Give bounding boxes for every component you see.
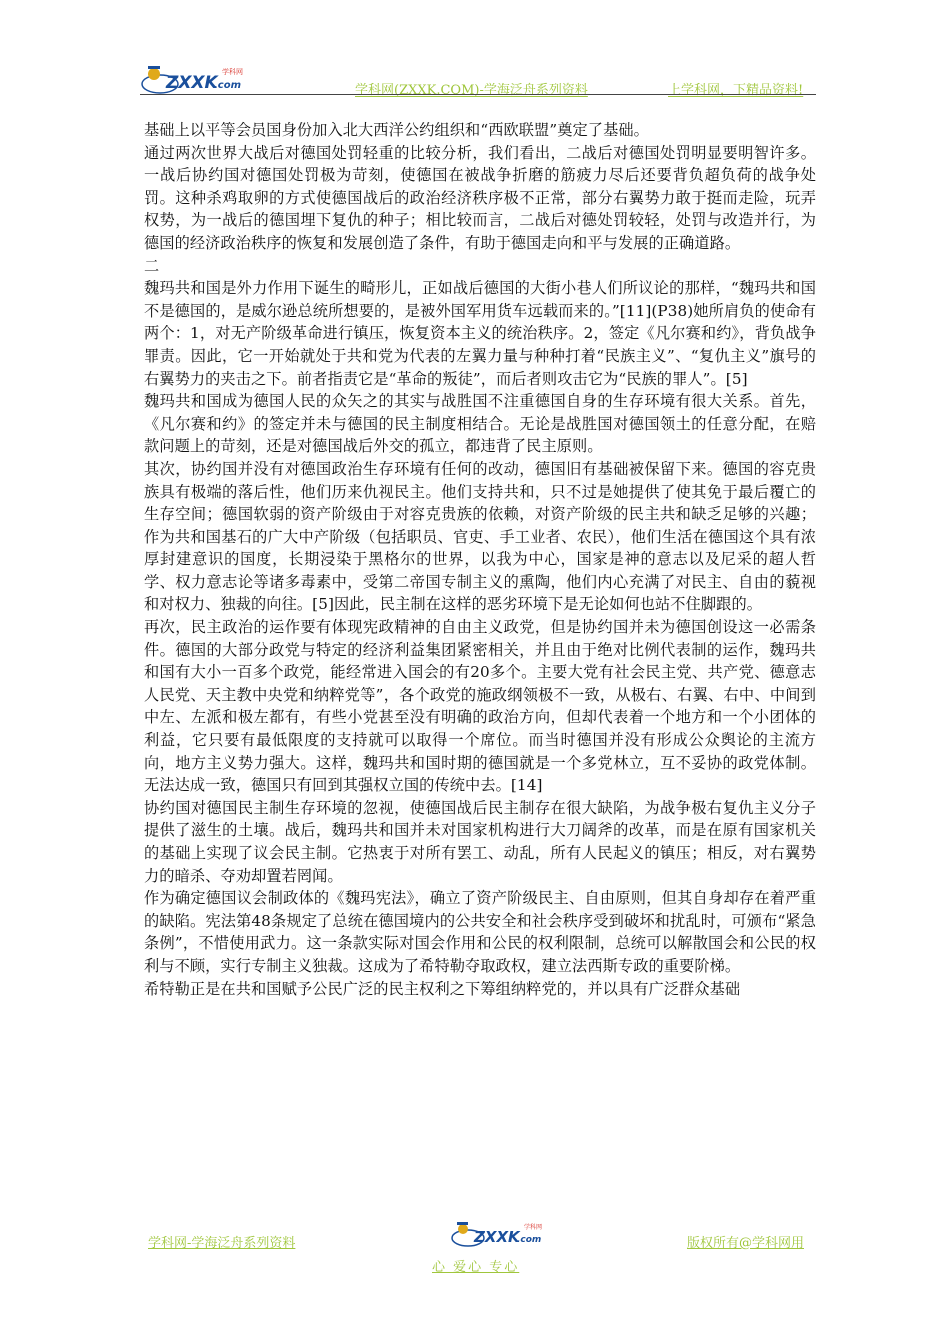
paragraph: 协约国对德国民主制生存环境的忽视，使德国战后民主制存在很大缺陷，为战争极右复仇主义分子提供了滋生的土壤。战后，魏玛共和国并未对国家机构进行大刀阔斧的改革，而是在原有国家机关的基础上实现了议会民主制。它热衷于对所有罢工、动乱，所有人民起义的镇压；相反，对右翼势力的暗杀、夺劝却置若罔闻。 xyxy=(144,798,816,885)
zxxk-logo-graphic xyxy=(140,62,250,96)
footer-logo-suffix: .com xyxy=(517,1235,542,1245)
footer-copyright-link[interactable]: 版权所有@学科网用 xyxy=(686,1236,804,1251)
page-header xyxy=(140,62,816,96)
section-heading: 二 xyxy=(144,256,160,275)
page-footer xyxy=(140,1218,816,1278)
logo-text: ZXXK xyxy=(166,73,218,93)
footer-logo-small: 学科网 xyxy=(524,1224,543,1231)
zxxk-logo[interactable] xyxy=(140,62,250,96)
paragraph: 基础上以平等会员国身份加入北大西洋公约组织和“西欧联盟”奠定了基础。 xyxy=(144,121,649,139)
footer-logo-graphic xyxy=(450,1218,550,1248)
paragraph: 通过两次世界大战后对德国处罚轻重的比较分析，我们看出，二战后对德国处罚明显要明智许多。一战后协约国对德国处罚极为苛刻，使德国在被战争折磨的筋疲力尽后还要背负超负荷的战争处罚。这种杀鸡取卵的方式使德国战后的政治经济秩序极不正常，部分右翼势力敢于挺而走险，玩弄权势，为一战后的德国埋下复仇的种子；相比较而言，二战后对德处罚较轻，处罚与改造并行，为德国的经济政治秩序的恢复和发展创造了条件，有助于德国走向和平与发展的正确道路。 xyxy=(144,143,816,252)
header-divider xyxy=(140,94,816,95)
paragraph: 再次，民主政治的运作要有体现宪政精神的自由主义政党，但是协约国并未为德国创设这一必需条件。德国的大部分政党与特定的经济利益集团紧密相关，并且由于绝对比例代表制的运作，魏玛共和国有大小一百多个政党，能经常进入国会的有20多个。主要大党有社会民主党、共产党、德意志人民党、天主教中央党和纳粹党等”，各个政党的施政纲领极不一致，从极右、右翼、右中、中间到中左、左派和极左都有，有些小党甚至没有明确的政治方向，但却代表着一个地方和一个小团体的利益，它只要有最低限度的支持就可以取得一个席位。而当时德国并没有形成公众舆论的主流方向，地方主义势力强大。这样，魏玛共和国时期的德国就是一个多党林立，互不妥协的政党体制。无法达成一致，德国只有回到其强权立国的传统中去。[14] xyxy=(144,618,816,795)
footer-site-link[interactable]: 学科网-学海泛舟系列资料 xyxy=(148,1236,296,1251)
paragraph: 作为确定德国议会制政体的《魏玛宪法》，确立了资产阶级民主、自由原则，但其自身却存在着严重的缺陷。宪法第48条规定了总统在德国境内的公共安全和社会秩序受到破坏和扰乱时，可颁布“紧急条例”，不惜使用武力。这一条款实际对国会作用和公民的权利限制，总统可以解散国会和公民的权利与不顾，实行专制主义独裁。这成为了希特勒夺取政权，建立法西斯专政的重要阶梯。 xyxy=(144,889,816,975)
paragraph: 其次，协约国并没有对德国政治生存环境有任何的改动，德国旧有基础被保留下来。德国的容克贵族具有极端的落后性，他们历来仇视民主。他们支持共和，只不过是她提供了使其免于最后覆亡的生存空间；德国软弱的资产阶级由于对容克贵族的依赖，对资产阶级的民主共和缺乏足够的兴趣；作为共和国基石的广大中产阶级（包括职员、官吏、手工业者、农民），他们生活在德国这个具有浓厚封建意识的国度，长期浸染于黑格尔的世界，以我为中心，国家是神的意志以及尼采的超人哲学、权力意志论等诸多毒素中，受第二帝国专制主义的熏陶，他们内心充满了对民主、自由的藐视和对权力、独裁的向往。[5]因此，民主制在这样的恶劣环境下是无论如何也站不住脚跟的。 xyxy=(144,459,816,614)
logo-suffix: .com xyxy=(214,80,242,91)
document-body xyxy=(144,119,816,1000)
footer-zxxk-logo[interactable] xyxy=(450,1218,550,1248)
paragraph: 魏玛共和国是外力作用下诞生的畸形儿，正如战后德国的大街小巷人们所议论的那样，“魏玛共和国不是德国的，是威尔逊总统所想要的，是被外国军用货车远载而来的。”[11](P38)她所肩负的使命有两个：1，对无产阶级革命进行镇压，恢复资本主义的统治秩序。2，签定《凡尔赛和约》，背负战争罪责。因此，它一开始就处于共和党为代表的左翼力量与种种打着“民族主义”、“复仇主义”旗号的右翼势力的夹击之下。前者指责它是“革命的叛徒”，而后者则攻击它为“民族的罪人”。[5] xyxy=(144,279,816,388)
header-site-link[interactable]: 学科网(ZXXK.COM)-学海泛舟系列资料 xyxy=(355,83,588,98)
header-slogan-link[interactable]: 上学科网，下精品资料! xyxy=(668,83,804,98)
paragraph: 希特勒正是在共和国赋予公民广泛的民主权利之下筹组纳粹党的，并以具有广泛群众基础 xyxy=(144,979,741,998)
logo-small: 学科网 xyxy=(222,68,243,76)
footer-logo-text: ZXXK xyxy=(474,1228,520,1246)
paragraph: 魏玛共和国成为德国人民的众矢之的其实与战胜国不注重德国自身的生存环境有很大关系。首先，《凡尔赛和约》的签定并未与德国的民主制度相结合。无论是战胜国对德国领土的任意分配，在赔款问题上的苛刻，还是对德国战后外交的孤立，都违背了民主原则。 xyxy=(144,392,816,456)
footer-slogan[interactable]: 心 爱心 专心 xyxy=(432,1260,520,1275)
